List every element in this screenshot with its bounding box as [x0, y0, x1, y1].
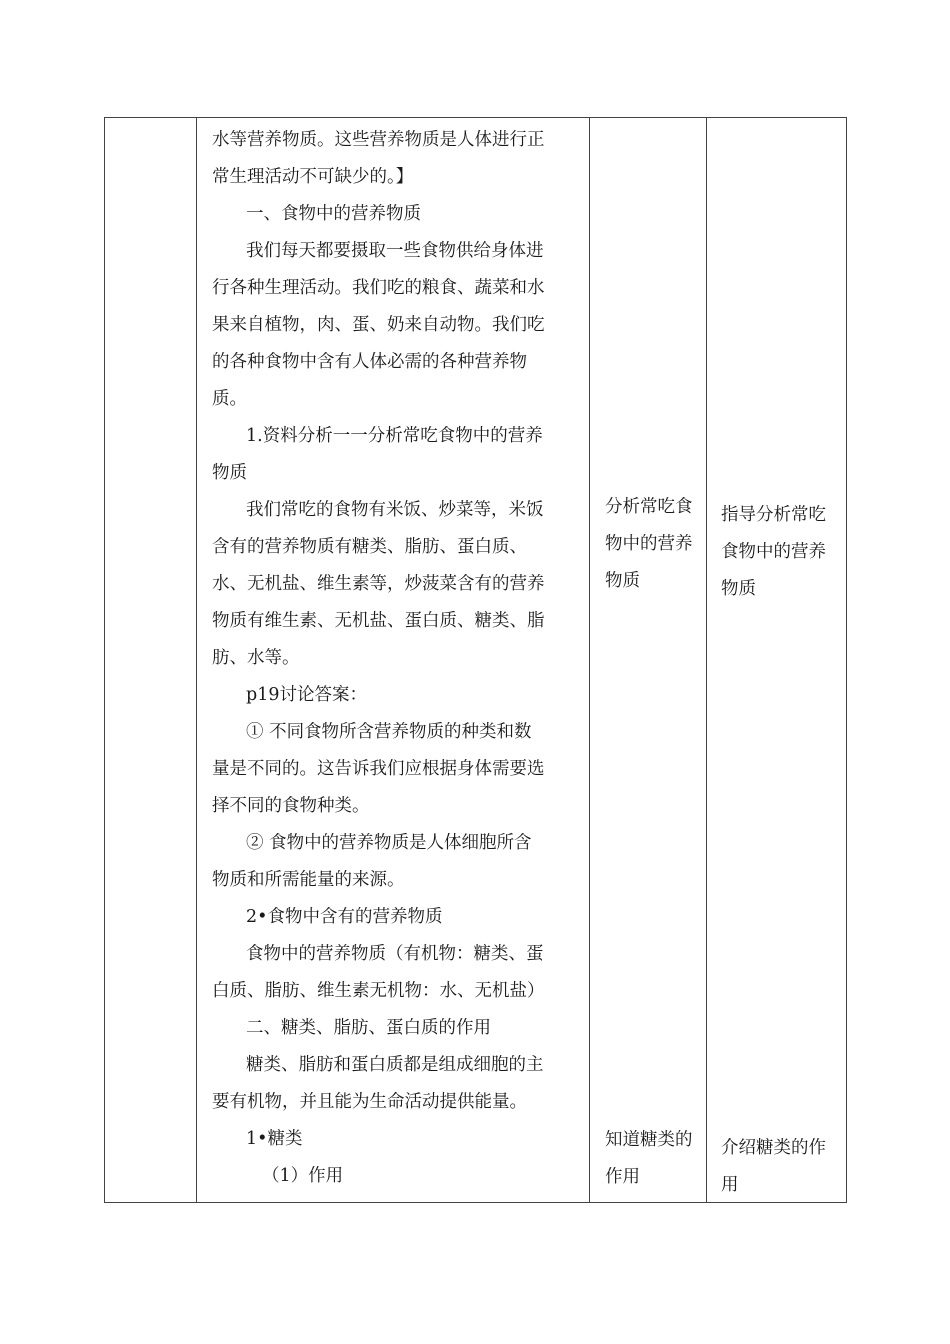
- text-line: 物质和所需能量的来源。: [212, 870, 405, 890]
- text-line: 白质、脂肪、维生素无机物：水、无机盐）: [212, 981, 545, 1001]
- text-line: 水等营养物质。这些营养物质是人体进行正: [212, 130, 545, 150]
- text-line: 常生理活动不可缺少的。】: [212, 167, 414, 187]
- text-line: 食物中的营养物质（有机物：糖类、蛋: [246, 944, 544, 964]
- text-line: 含有的营养物质有糖类、脂肪、蛋白质、: [212, 537, 527, 557]
- text-line: 物质: [605, 571, 640, 591]
- student-activity-1: [605, 489, 693, 600]
- text-line: 糖类、脂肪和蛋白质都是组成细胞的主: [246, 1055, 544, 1075]
- text-line: 分析常吃食: [605, 497, 693, 517]
- text-line: 1.资料分析一一分析常吃食物中的营养: [246, 426, 543, 446]
- text-line: 我们每天都要摄取一些食物供给身体进: [246, 241, 544, 261]
- teacher-activity-2: [721, 1130, 826, 1204]
- text-line: 1•糖类: [246, 1129, 303, 1149]
- teacher-activity-1: [721, 497, 826, 608]
- text-line: 作用: [605, 1167, 640, 1187]
- column-divider: [589, 117, 590, 1203]
- text-line: 二、糖类、脂肪、蛋白质的作用: [246, 1018, 491, 1038]
- text-line: ① 不同食物所含营养物质的种类和数: [246, 722, 532, 742]
- text-line: ② 食物中的营养物质是人体细胞所含: [246, 833, 532, 853]
- text-line: 择不同的食物种类。: [212, 796, 370, 816]
- text-line: 知道糖类的: [605, 1130, 693, 1150]
- text-line: 量是不同的。这告诉我们应根据身体需要选: [212, 759, 545, 779]
- text-line: 水、无机盐、维生素等，炒菠菜含有的营养: [212, 574, 545, 594]
- text-line: 指导分析常吃: [721, 505, 826, 525]
- text-line: 质。: [212, 389, 247, 409]
- text-line: 物质有维生素、无机盐、蛋白质、糖类、脂: [212, 611, 545, 631]
- text-line: 介绍糖类的作: [721, 1138, 826, 1158]
- text-line: 行各种生理活动。我们吃的粮食、蔬菜和水: [212, 278, 545, 298]
- text-line: （1）作用: [262, 1166, 344, 1186]
- text-line: 我们常吃的食物有米饭、炒菜等，米饭: [246, 500, 544, 520]
- text-line: 用: [721, 1175, 739, 1195]
- text-line: 果来自植物，肉、蛋、奶来自动物。我们吃: [212, 315, 545, 335]
- teaching-content-column: [212, 122, 582, 1195]
- text-line: 2•食物中含有的营养物质: [246, 907, 443, 927]
- text-line: 要有机物，并且能为生命活动提供能量。: [212, 1092, 527, 1112]
- text-line: 物中的营养: [605, 534, 693, 554]
- text-line: 物质: [212, 463, 247, 483]
- column-divider: [196, 117, 197, 1203]
- text-line: 一、食物中的营养物质: [246, 204, 421, 224]
- column-divider: [706, 117, 707, 1203]
- text-line: 的各种食物中含有人体必需的各种营养物: [212, 352, 527, 372]
- text-line: 食物中的营养: [721, 542, 826, 562]
- text-line: 物质: [721, 579, 756, 599]
- text-line: p19讨论答案：: [246, 685, 367, 705]
- student-activity-2: [605, 1122, 693, 1196]
- text-line: 肪、水等。: [212, 648, 300, 668]
